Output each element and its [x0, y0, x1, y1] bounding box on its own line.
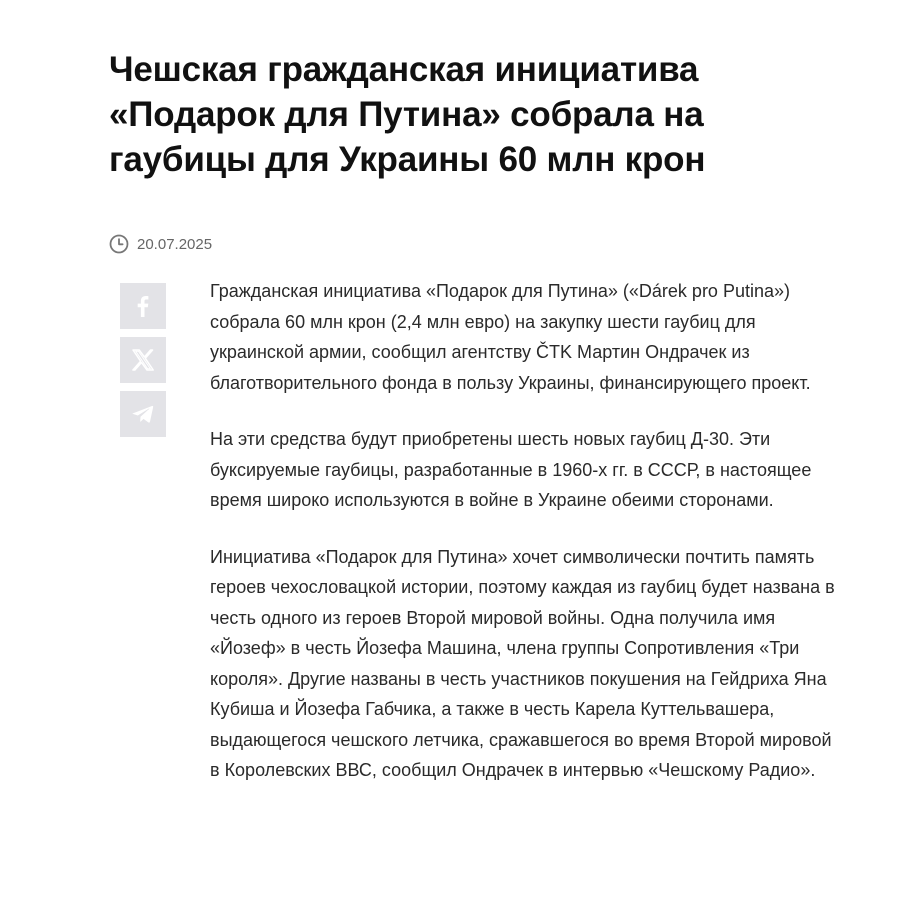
article-paragraph: Гражданская инициатива «Подарок для Путина» («Dárek pro Putina») собрала 60 млн крон (2,4 млн евро) на закупку шести гаубиц для украинской армии, сообщил агентству ČTK Мартин Ондрачек из благотворительного фонда в пользу Украины, финансирующего проект. — [210, 281, 811, 393]
article-title: Чешская гражданская инициатива «Подарок для Путина» собрала на гаубицы для Украины 60 млн крон — [109, 50, 706, 179]
share-x-button[interactable] — [120, 337, 166, 383]
article-paragraph: Инициатива «Подарок для Путина» хочет символически почтить память героев чехословацкой истории, поэтому каждая из гаубиц будет названа в честь одного из героев Второй мировой войны. Одна получила имя «Йозеф» в честь Йозефа Машина, члена группы Сопротивления «Три короля». Другие названы в честь участников покушения на Гейдриха Яна Кубиша и Йозефа Габчика, а также в честь Карела Куттельвашера, выдающегося чешского летчика, сражавшегося во время Второй мировой в Королевских ВВС, сообщил Ондрачек в интервью «Чешскому Радио». — [210, 546, 835, 780]
share-telegram-button[interactable] — [120, 391, 166, 437]
publish-date: 20.07.2025 — [137, 235, 213, 253]
article-paragraph: На эти средства будут приобретены шесть новых гаубиц Д-30. Эти буксируемые гаубицы, разработанные в 1960-х гг. в СССР, в настоящее время широко используются в войне в Украине обеими сторонами. — [210, 429, 812, 510]
article-meta — [109, 234, 212, 254]
share-facebook-button[interactable] — [120, 283, 166, 329]
clock-icon — [109, 234, 129, 254]
x-icon — [131, 349, 155, 371]
telegram-icon — [132, 404, 154, 424]
share-bar — [120, 283, 166, 437]
article-body — [210, 276, 840, 812]
facebook-icon — [133, 295, 153, 317]
